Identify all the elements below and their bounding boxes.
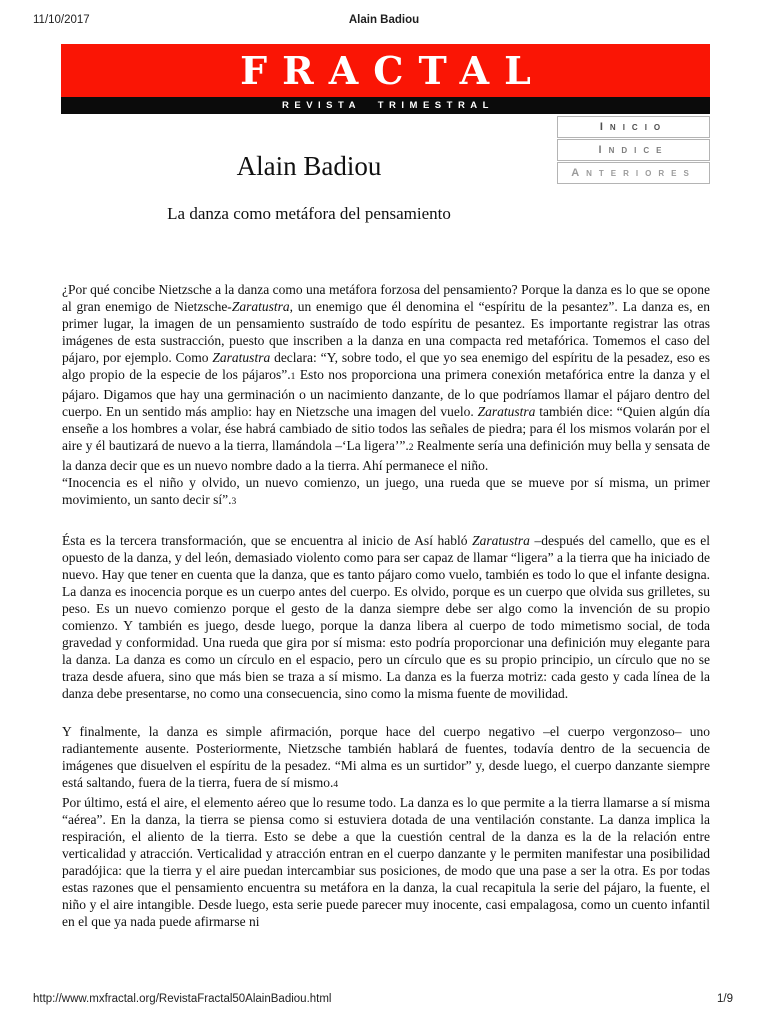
magazine-tagline: REVISTA TRIMESTRAL [282, 100, 494, 111]
italic-segment: Zaratustra [231, 299, 290, 314]
text-segment: Realmente sería una definición muy bella y sensata de la danza decir que es un nuevo nombre dado a la tierra. Ahí permanece el niño. [62, 438, 710, 473]
article-title: La danza como metáfora del pensamiento [167, 203, 451, 223]
paragraph [62, 281, 710, 511]
text-segment: Esto nos proporciona una primera conexión metafórica entre la danza y el pájaro. Digamos que hay una germinación o un nacimiento danzante, de lo que podríamos llamar el pájaro dentro del cuerpo. En un sentido más amplio: hay en Nietzsche una imagen del vuelo. [62, 367, 710, 419]
italic-segment: Zaratustra [212, 350, 271, 365]
magazine-logo: FRACTAL [240, 47, 546, 93]
text-segment: Y finalmente, la danza es simple afirmación, porque hace del cuerpo negativo –el cuerpo vergonzoso– uno radiantemente ausente. Posteriormente, Nietzsche también hablará de fuentes, todavía dentro de la secuencia de imágenes que disuelven el espíritu de la pesadez. “Mi alma es un surtidor” y, desde luego, el cuerpo danzante siempre está saltando, fuera de la tierra, fuera de sí mismo. [62, 724, 710, 790]
text-segment: “Inocencia es el niño y olvido, un nuevo comienzo, un juego, una rueda que se mueve por sí misma, un primer movimiento, un santo decir sí”. [62, 475, 710, 507]
text-segment: ¿Por qué concibe Nietzsche a la danza como una metáfora forzosa del pensamiento? Porque la danza es lo que se opone al gran enemigo de Nietzsche- [62, 282, 710, 314]
title-block [61, 116, 557, 224]
article-body [62, 281, 710, 951]
text-segment: Por último, está el aire, el elemento aéreo que lo resume todo. La danza es lo que permite a la tierra llamarse a sí misma “aérea”. En la danza, la tierra se piensa como si estuviera dotada de una ventilación constante. La danza implica la respiración, el aliento de la tierra. Esto se debe a que la cuestión central de la danza es la de la relación entre verticalidad y atracción. Verticalidad y atracción entran en el cuerpo danzante y le permiten manifestar una posibilidad paradójica: que la tierra y el aire puedan intercambiar sus posiciones, de modo que una pase a ser la otra. Es por todas estas razones que el pensamiento encuentra su metáfora en la danza, la cual recapitula la serie del pájaro, la fuente, el niño y el aire intangible. Desde luego, esta serie puede parecer muy inocente, casi empalagosa, como un cuento infantil en el que ya nada puede afirmarse ni [62, 795, 710, 929]
text-segment: Ésta es la tercera transformación, que se encuentra al inicio de Así habló [62, 533, 473, 548]
banner-black-strip [61, 97, 710, 114]
footnote-ref[interactable]: 1 [290, 372, 296, 382]
print-header-date: 11/10/2017 [33, 14, 90, 26]
italic-segment: Zaratustra [472, 533, 530, 548]
author-heading: Alain Badiou [236, 151, 382, 181]
footnote-ref[interactable]: 2 [408, 443, 414, 453]
text-segment: declara: “Y, sobre todo, el que yo sea enemigo del espíritu de la pesadez, eso es algo propio de la especie de los pájaros”. [62, 350, 710, 382]
print-header-title: Alain Badiou [348, 14, 420, 26]
title-nav-row [61, 116, 710, 224]
footer-url: http://www.mxfractal.org/RevistaFractal50AlainBadiou.html [33, 993, 332, 1005]
nav-item-indice[interactable]: Indice [557, 139, 710, 161]
text-segment: –después del camello, que es el opuesto de la danza, y del león, demasiado violento como para ser capaz de llamar “ligera” a la tierra que ha iniciado de nuevo. Hay que tener en cuenta que la danza, que es tanto pájaro como vuelo, también es todo lo que el infante designa. La danza es inocencia porque es un cuerpo antes del cuerpo. Es olvido, porque es un cuerpo que olvida sus grilletes, su peso. Es un nuevo comienzo porque el gesto de la danza siempre debe ser algo como la invención de su propio comienzo. Y también es juego, desde luego, porque la danza libera al cuerpo de todo mimetismo social, de toda gravedad y conformidad. Una rueda que gira por sí misma: esto podría proporcionar una definición muy elegante para la danza. La danza es como un círculo en el espacio, pero un círculo que es su propio principio, un círculo que no se traza desde afuera, sino que más bien se traza a sí mismo. La danza es la fuerza motriz: cada gesto y cada línea de la danza debe presentarse, no como una consecuencia, sino como la misma fuente de movilidad. [62, 533, 711, 701]
text-segment: , un enemigo que él denomina el “espíritu de la pesantez”. La danza es, en primer lugar, la imagen de un pensamiento sustraído de todo espíritu de pesantez. Es importante registrar las otras imágenes de esta sustracción, puesto que inscriben a la danza en una compacta red metafórica. Tomemos el caso del pájaro, por ejemplo. Como [62, 299, 710, 365]
magazine-banner [61, 44, 710, 114]
text-segment: también dice: “Quien algún día enseñe a los hombres a volar, ése habrá cambiado de sitio todos las señales de piedra; para él los mismos volarán por el aire y él bautizará de nuevo a la tierra, llamándola –‘La ligera’”. [62, 404, 710, 453]
paragraph [62, 723, 710, 930]
paragraph [62, 532, 710, 702]
footnote-ref[interactable]: 3 [231, 497, 237, 507]
nav-stack [557, 116, 710, 224]
nav-item-anteriores[interactable]: Anteriores [557, 162, 710, 184]
page-number: 1/9 [717, 993, 733, 1005]
nav-item-inicio[interactable]: Inicio [557, 116, 710, 138]
footnote-ref[interactable]: 4 [333, 780, 339, 790]
italic-segment: Zaratustra [477, 404, 536, 419]
banner-red-strip [61, 44, 710, 97]
